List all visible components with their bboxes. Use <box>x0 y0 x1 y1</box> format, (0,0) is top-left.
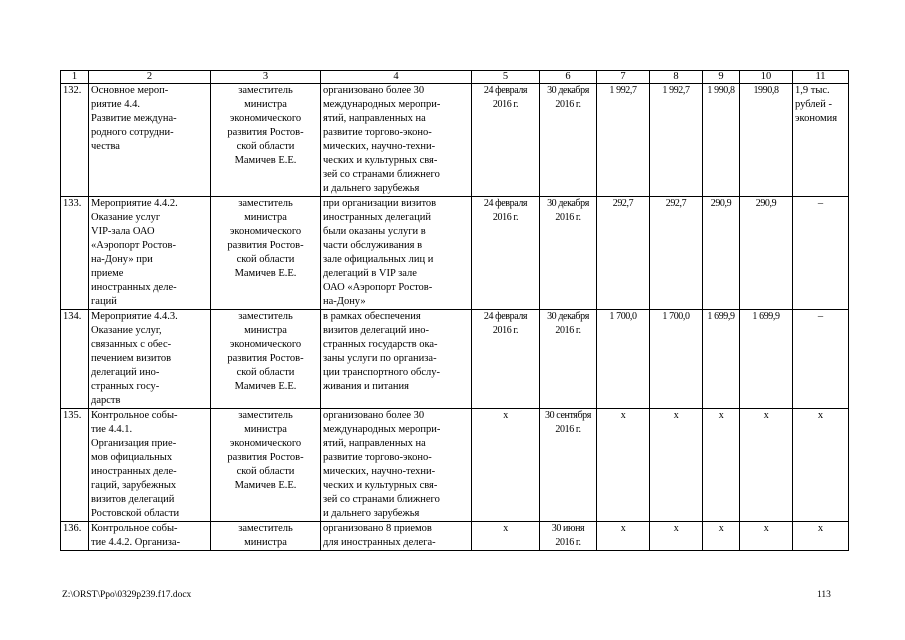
value-col-8: х <box>650 409 703 522</box>
value-col-9: х <box>703 522 740 551</box>
executor-cell: заместитель министра экономического развития Ростов- ской области Мамичев Е.Е. <box>211 84 321 197</box>
column-header-2: 2 <box>89 71 211 84</box>
value-col-8: х <box>650 522 703 551</box>
value-col-9: х <box>703 409 740 522</box>
note-col-11: – <box>793 197 849 310</box>
column-header-1: 1 <box>61 71 89 84</box>
note-col-11: 1,9 тыс. рублей - экономия <box>793 84 849 197</box>
file-path: Z:\ORST\Ppo\0329p239.f17.docx <box>62 590 192 600</box>
table-row <box>61 310 849 409</box>
activity-name: Основное мероп- риятие 4.4. Развитие междуна- родного сотрудни- чества <box>89 84 211 197</box>
executor-cell: заместитель министра экономического развития Ростов- ской области Мамичев Е.Е. <box>211 197 321 310</box>
header-row <box>61 71 849 84</box>
value-col-10: 290,9 <box>740 197 793 310</box>
column-header-6: 6 <box>540 71 597 84</box>
end-date: 30 сентября 2016 г. <box>540 409 597 522</box>
start-date: х <box>472 522 540 551</box>
executor-cell: заместитель министра экономического развития Ростов- ской области Мамичев Е.Е. <box>211 409 321 522</box>
column-header-3: 3 <box>211 71 321 84</box>
end-date: 30 декабря 2016 г. <box>540 310 597 409</box>
row-number: 133. <box>61 197 89 310</box>
table-row <box>61 522 849 551</box>
activity-name: Контрольное собы- тие 4.4.1. Организация прие- мов официальных иностранных деле- гаций, зарубежных визитов делегаций Ростовской области <box>89 409 211 522</box>
column-header-4: 4 <box>321 71 472 84</box>
note-col-11: х <box>793 409 849 522</box>
page-number: 113 <box>817 590 831 600</box>
value-col-9: 290,9 <box>703 197 740 310</box>
row-number: 134. <box>61 310 89 409</box>
value-col-7: 292,7 <box>597 197 650 310</box>
column-header-8: 8 <box>650 71 703 84</box>
table-row <box>61 84 849 197</box>
column-header-9: 9 <box>703 71 740 84</box>
activity-name: Контрольное собы- тие 4.4.2. Организа- <box>89 522 211 551</box>
value-col-7: х <box>597 409 650 522</box>
column-header-10: 10 <box>740 71 793 84</box>
result-cell: организовано 8 приемов для иностранных делега- <box>321 522 472 551</box>
result-cell: организовано более 30 международных меропри- ятий, направленных на развитие торгово-эконо- мических, научно-техни- ческих и культурных свя- зей со странами ближнего и дальнего зарубежья <box>321 409 472 522</box>
column-header-11: 11 <box>793 71 849 84</box>
row-number: 136. <box>61 522 89 551</box>
activity-name: Мероприятие 4.4.2. Оказание услуг VIP-зала ОАО «Аэропорт Ростов- на-Дону» при приеме иностранных деле- гаций <box>89 197 211 310</box>
row-number: 132. <box>61 84 89 197</box>
end-date: 30 декабря 2016 г. <box>540 197 597 310</box>
value-col-7: х <box>597 522 650 551</box>
value-col-9: 1 990,8 <box>703 84 740 197</box>
result-cell: организовано более 30 международных меропри- ятий, направленных на развитие торгово-эконо- мических, научно-техни- ческих и культурных свя- зей со странами ближнего и дальнего зарубежья <box>321 84 472 197</box>
value-col-8: 1 992,7 <box>650 84 703 197</box>
report-table <box>60 70 849 551</box>
value-col-8: 292,7 <box>650 197 703 310</box>
result-cell: в рамках обеспечения визитов делегаций ино- странных государств ока- заны услуги по организа- ции транспортного обслу- живания и питания <box>321 310 472 409</box>
executor-cell: заместитель министра <box>211 522 321 551</box>
table-row <box>61 409 849 522</box>
value-col-9: 1 699,9 <box>703 310 740 409</box>
start-date: 24 февраля 2016 г. <box>472 84 540 197</box>
start-date: х <box>472 409 540 522</box>
table-row <box>61 197 849 310</box>
end-date: 30 июня 2016 г. <box>540 522 597 551</box>
column-header-7: 7 <box>597 71 650 84</box>
note-col-11: х <box>793 522 849 551</box>
value-col-7: 1 700,0 <box>597 310 650 409</box>
start-date: 24 февраля 2016 г. <box>472 310 540 409</box>
value-col-7: 1 992,7 <box>597 84 650 197</box>
column-header-5: 5 <box>472 71 540 84</box>
activity-name: Мероприятие 4.4.3. Оказание услуг, связанных с обес- печением визитов делегаций ино- странных госу- дарств <box>89 310 211 409</box>
value-col-10: х <box>740 409 793 522</box>
executor-cell: заместитель министра экономического развития Ростов- ской области Мамичев Е.Е. <box>211 310 321 409</box>
result-cell: при организации визитов иностранных делегаций были оказаны услуги в части обслуживания в зале официальных лиц и делегаций в VIP зале ОАО «Аэропорт Ростов- на-Дону» <box>321 197 472 310</box>
start-date: 24 февраля 2016 г. <box>472 197 540 310</box>
value-col-10: 1 699,9 <box>740 310 793 409</box>
value-col-10: 1990,8 <box>740 84 793 197</box>
note-col-11: – <box>793 310 849 409</box>
row-number: 135. <box>61 409 89 522</box>
value-col-8: 1 700,0 <box>650 310 703 409</box>
end-date: 30 декабря 2016 г. <box>540 84 597 197</box>
value-col-10: х <box>740 522 793 551</box>
table-body <box>61 84 849 551</box>
